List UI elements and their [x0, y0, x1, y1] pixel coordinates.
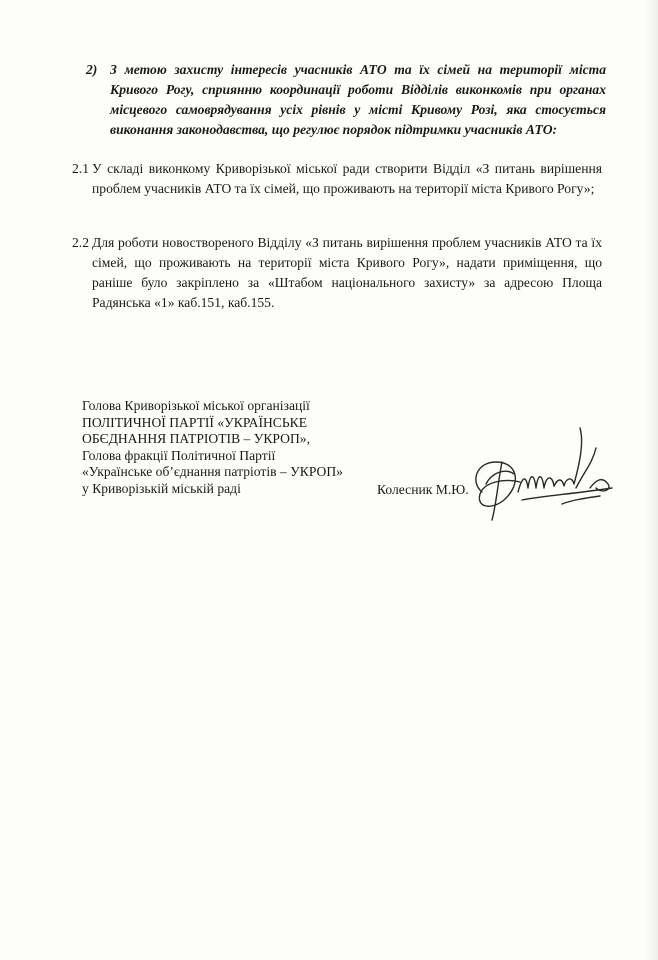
signatory-line: «Українське об’єднання патріотів – УКРОП»: [82, 464, 343, 479]
scan-edge-shadow: [644, 0, 658, 960]
subitem-2-2-number: 2.2: [72, 235, 89, 250]
item-2-text: З метою захисту інтересів учасників АТО та їх сімей на території міста Кривого Рогу, сприянню координації роботи Відділів виконкомів при органах місцевого самоврядування усіх рівнів у місті Кривому Розі, яка стосується виконання законодавства, що регулює порядок підтримки учасників АТО:: [110, 62, 606, 137]
subitem-2-2: [72, 233, 602, 313]
handwritten-signature: [462, 422, 622, 532]
item-2-number: 2): [86, 62, 98, 77]
signatory-line: Голова фракції Політичної Партії: [82, 447, 276, 463]
subitem-2-1-text: У складі виконкому Криворізької міської ради створити Відділ «З питань вирішення проблем учасників АТО та їх сімей, що проживають на території міста Кривого Рогу»;: [92, 161, 602, 196]
signatory-name: Колесник М.Ю.: [377, 482, 469, 497]
subitem-2-2-text: Для роботи новоствореного Відділу «З питань вирішення проблем учасників АТО та їх сімей, що проживають на території міста Кривого Рогу», надати приміщення, що раніше було закріплено за «Штабом національного захисту» за адресою Площа Радянська «1» каб.151, каб.155.: [92, 235, 602, 310]
item-2: [86, 60, 606, 140]
subitem-2-1: [72, 159, 602, 199]
signatory-line: ПОЛІТИЧНОЇ ПАРТІЇ «УКРАЇНСЬКЕ: [82, 414, 308, 430]
signatory-line: ОБЄДНАННЯ ПАТРІОТІВ – УКРОП»,: [82, 431, 310, 446]
signatory-title-block: [82, 398, 372, 497]
signatory-line: Голова Криворізької міської організації: [82, 398, 310, 413]
signatory-line: у Криворізькій міській раді: [82, 480, 241, 496]
subitem-2-1-number: 2.1: [72, 161, 89, 176]
